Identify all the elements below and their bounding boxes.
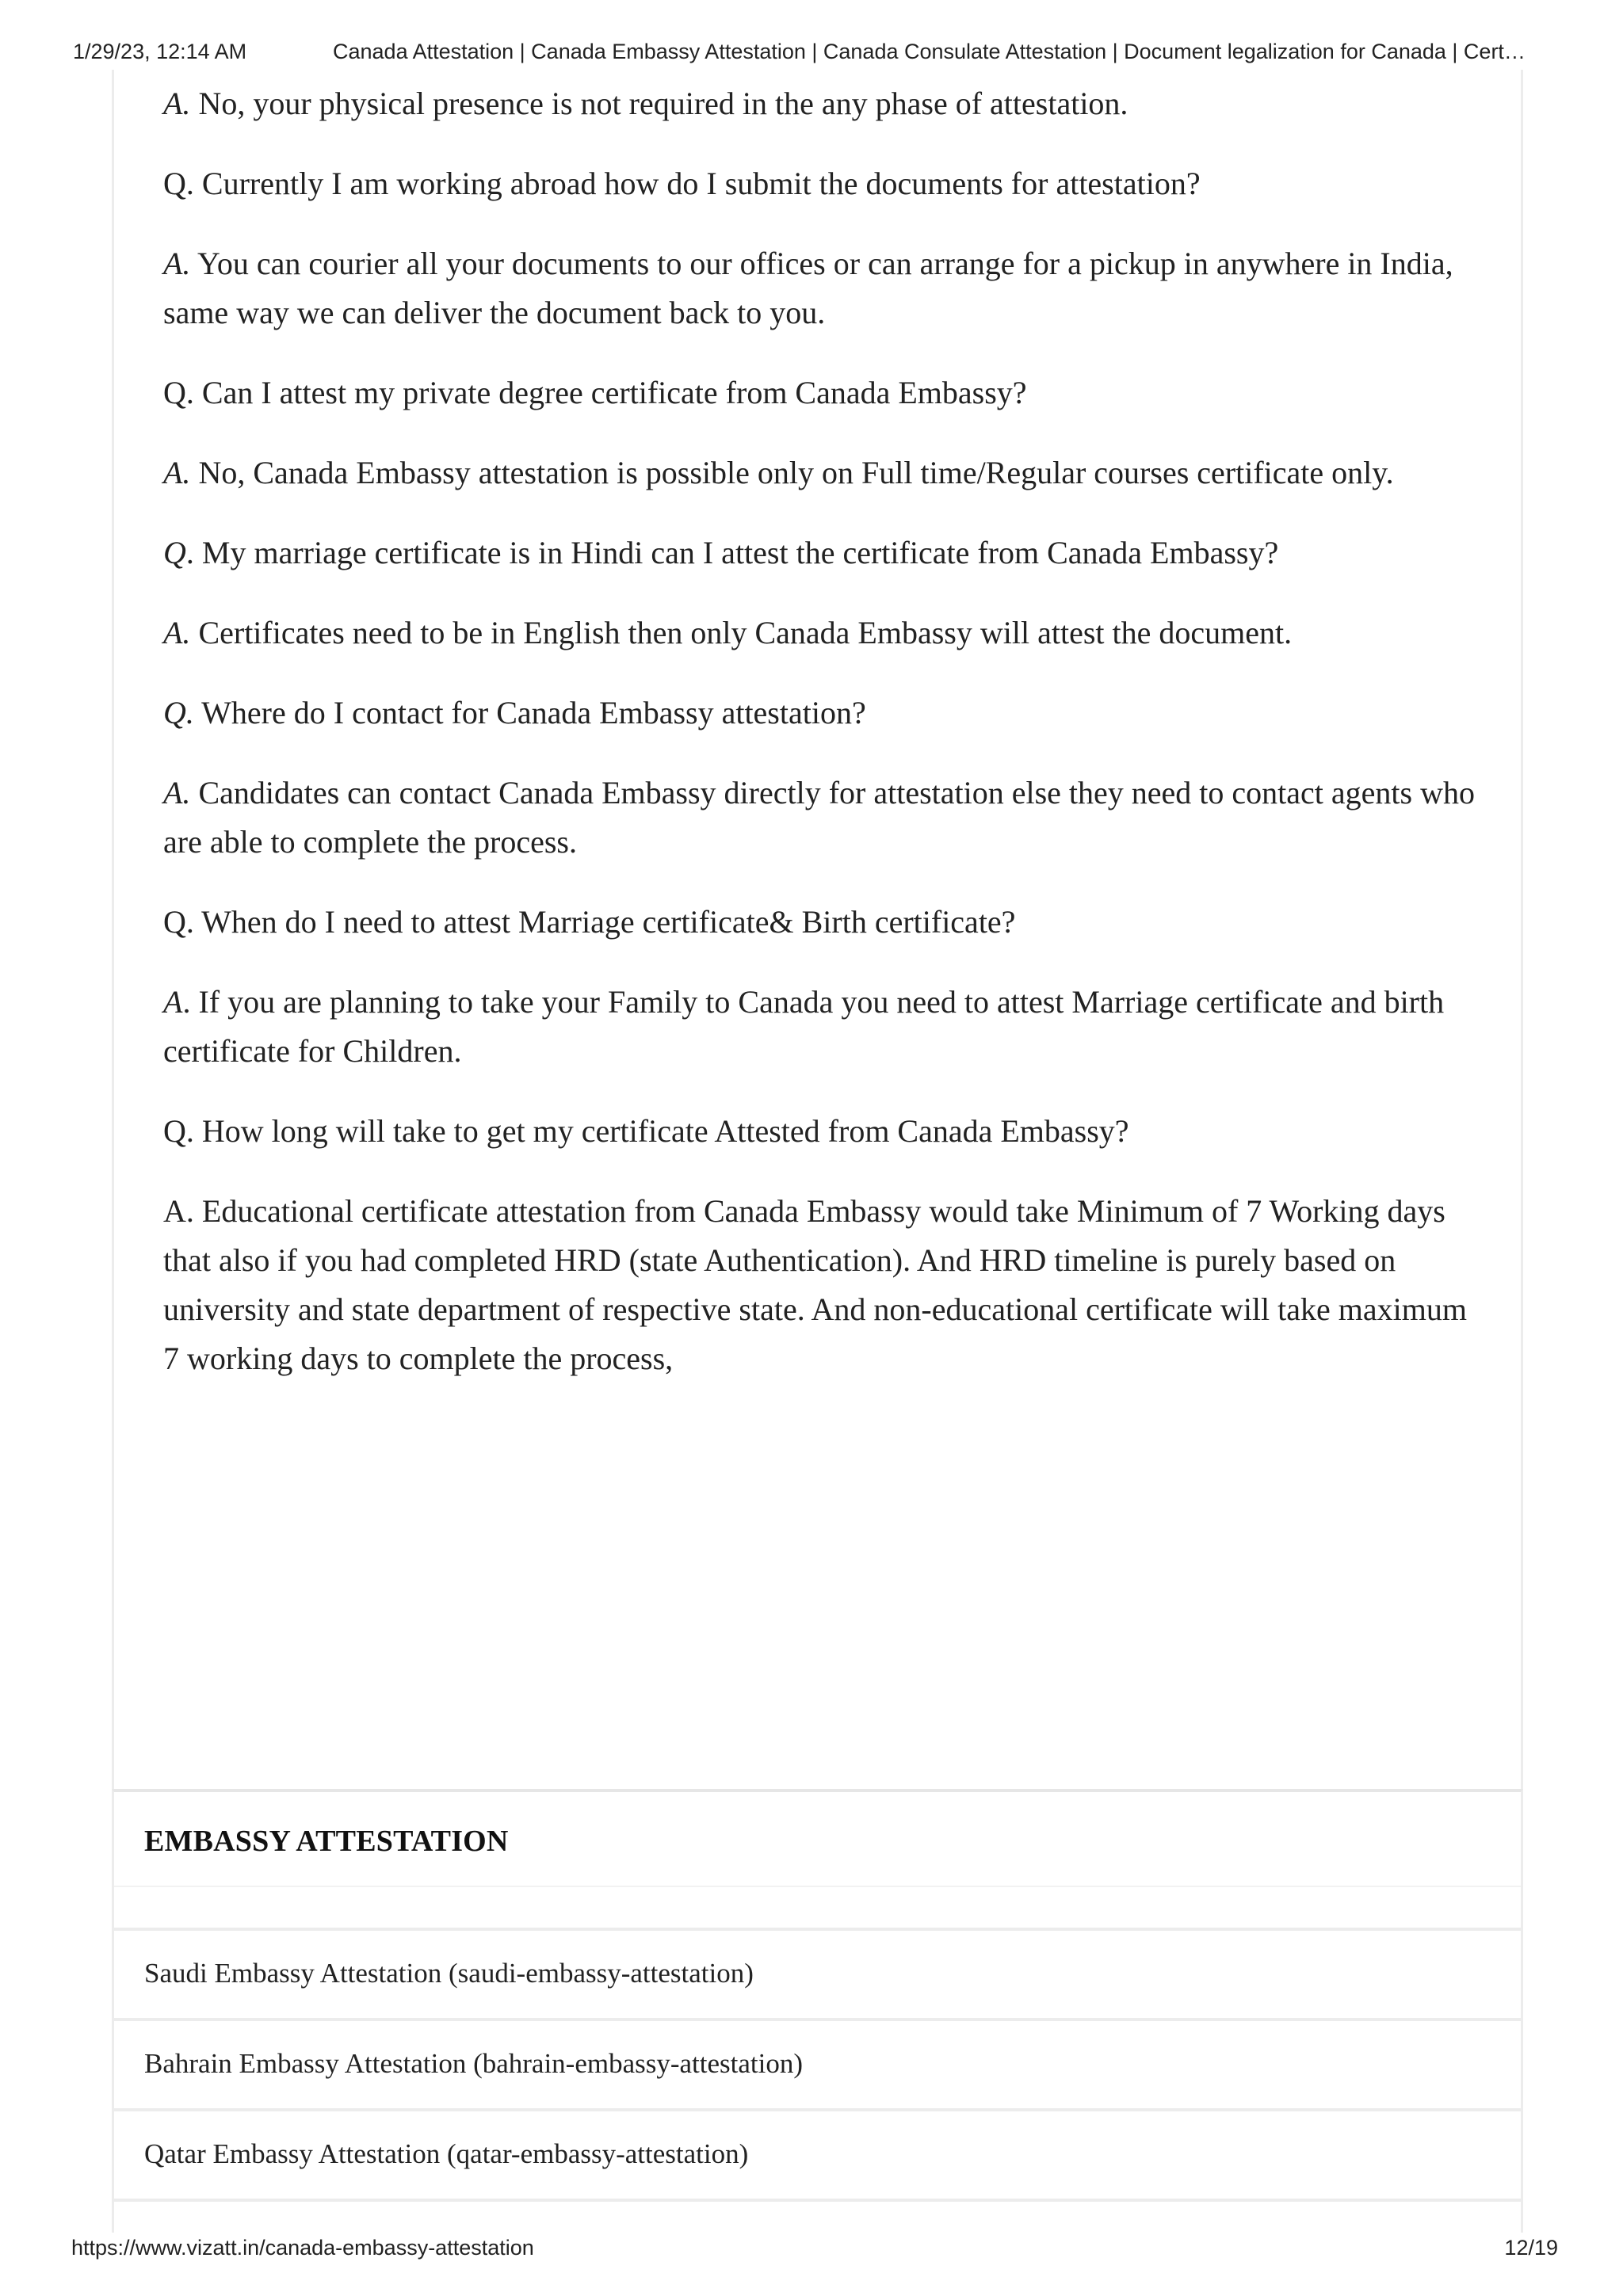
widget-divider bbox=[114, 1887, 1521, 1931]
faq-question bbox=[163, 368, 1487, 418]
faq-text: No, Canada Embassy attestation is possible only on Full time/Regular courses certificate only. bbox=[190, 455, 1394, 490]
embassy-attestation-widget bbox=[112, 1789, 1523, 2233]
print-datetime: 1/29/23, 12:14 AM bbox=[73, 40, 247, 63]
faq-marker: A. bbox=[163, 455, 191, 490]
faq-marker: A. bbox=[163, 615, 191, 650]
embassy-link-label[interactable]: Qatar Embassy Attestation (qatar-embassy-attestation) bbox=[144, 2138, 749, 2169]
print-url: https://www.vizatt.in/canada-embassy-attestation bbox=[71, 2236, 534, 2260]
faq-answer bbox=[163, 239, 1487, 338]
faq-text: How long will take to get my certificate Attested from Canada Embassy? bbox=[193, 1113, 1129, 1149]
embassy-link-list bbox=[114, 1931, 1521, 2202]
faq-text: . If you are planning to take your Family to Canada you need to attest Marriage certificate and birth certificate for Children. bbox=[163, 984, 1445, 1069]
faq-marker: A. bbox=[163, 86, 191, 121]
faq-marker: Q bbox=[163, 535, 186, 570]
faq-marker: Q. bbox=[163, 166, 194, 201]
faq-question bbox=[163, 528, 1487, 578]
faq-marker: A. bbox=[163, 1193, 194, 1229]
faq-question bbox=[163, 898, 1487, 947]
faq-answer bbox=[163, 769, 1487, 867]
embassy-link-label[interactable]: Bahrain Embassy Attestation (bahrain-embassy-attestation) bbox=[144, 2048, 804, 2079]
faq-answer bbox=[163, 1187, 1487, 1383]
embassy-link-saudi[interactable] bbox=[114, 1931, 1521, 2021]
faq-text: . My marriage certificate is in Hindi can I attest the certificate from Canada Embassy? bbox=[185, 535, 1279, 570]
faq-marker: A. bbox=[163, 246, 191, 281]
widget-title: EMBASSY ATTESTATION bbox=[144, 1825, 509, 1858]
faq-answer bbox=[163, 79, 1487, 128]
faq-question bbox=[163, 688, 1487, 738]
faq-answer bbox=[163, 608, 1487, 658]
faq-text: You can courier all your documents to our offices or can arrange for a pickup in anywhere in India, same way we can deliver the document back to you. bbox=[163, 246, 1453, 330]
embassy-link-bahrain[interactable] bbox=[114, 2021, 1521, 2111]
faq-text: Currently I am working abroad how do I submit the documents for attestation? bbox=[193, 166, 1201, 201]
faq-marker: A. bbox=[163, 775, 191, 810]
faq-text: Where do I contact for Canada Embassy attestation? bbox=[193, 695, 866, 730]
faq-text: When do I need to attest Marriage certificate& Birth certificate? bbox=[193, 904, 1016, 940]
widget-header bbox=[114, 1792, 1521, 1887]
faq-content bbox=[163, 79, 1487, 1414]
faq-text: No, your physical presence is not required in the any phase of attestation. bbox=[190, 86, 1128, 121]
embassy-link-label[interactable]: Saudi Embassy Attestation (saudi-embassy-attestation) bbox=[144, 1958, 754, 1989]
faq-text: Candidates can contact Canada Embassy directly for attestation else they need to contact agents who are able to complete the process. bbox=[163, 775, 1475, 860]
print-page-title: Canada Attestation | Canada Embassy Attestation | Canada Consulate Attestation | Document legalization for Canada | Cert… bbox=[333, 40, 1526, 63]
faq-text: Educational certificate attestation from Canada Embassy would take Minimum of 7 Working days that also if you had completed HRD (state Authentication). And HRD timeline is purely based on university and state department of respective state. And non-educational certificate will take maximum 7 working days to complete the process, bbox=[163, 1193, 1467, 1376]
print-header bbox=[0, 35, 1623, 67]
faq-marker: Q. bbox=[163, 375, 194, 410]
faq-marker: Q. bbox=[163, 904, 194, 940]
faq-answer bbox=[163, 448, 1487, 498]
embassy-link-qatar[interactable] bbox=[114, 2111, 1521, 2202]
faq-marker: Q. bbox=[163, 695, 194, 730]
print-page-number: 12/19 bbox=[1504, 2236, 1558, 2260]
faq-text: Can I attest my private degree certificate from Canada Embassy? bbox=[193, 375, 1027, 410]
faq-question bbox=[163, 1107, 1487, 1156]
print-footer bbox=[0, 2231, 1623, 2263]
faq-question bbox=[163, 159, 1487, 208]
faq-text: Certificates need to be in English then only Canada Embassy will attest the document. bbox=[190, 615, 1293, 650]
faq-answer bbox=[163, 978, 1487, 1076]
faq-marker: A bbox=[163, 984, 183, 1020]
faq-marker: Q. bbox=[163, 1113, 194, 1149]
